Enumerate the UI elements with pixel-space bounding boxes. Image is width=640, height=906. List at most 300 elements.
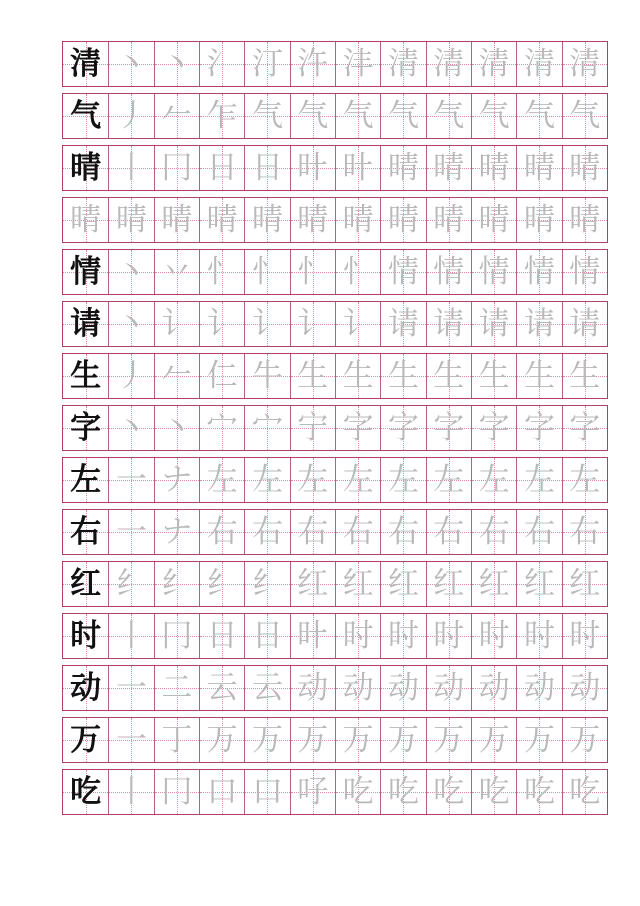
trace-character: 沣 [342, 45, 374, 82]
trace-cell [426, 146, 471, 190]
trace-cell [380, 510, 425, 554]
trace-cell [199, 562, 244, 606]
trace-character: 生 [569, 357, 601, 394]
trace-character: 纟 [251, 565, 283, 602]
trace-cell [335, 406, 380, 450]
trace-cell [290, 250, 335, 294]
trace-character: 冂 [161, 773, 193, 810]
trace-cell [335, 562, 380, 606]
trace-cell [562, 250, 607, 294]
trace-character: 晴 [433, 149, 465, 186]
model-character-cell [63, 510, 108, 554]
trace-character: 气 [297, 97, 329, 134]
trace-character: 晴 [206, 201, 238, 238]
trace-character: 清 [478, 45, 510, 82]
trace-cell [154, 562, 199, 606]
practice-row [62, 457, 608, 503]
trace-character: 时 [342, 617, 374, 654]
trace-cell [199, 94, 244, 138]
trace-cell [471, 614, 516, 658]
trace-character: 晴 [115, 201, 147, 238]
trace-cell [562, 302, 607, 346]
trace-character: 万 [342, 721, 374, 758]
trace-cell [244, 614, 289, 658]
trace-cell [380, 250, 425, 294]
trace-cell [199, 406, 244, 450]
trace-character: 红 [569, 565, 601, 602]
trace-cell [471, 718, 516, 762]
practice-worksheet [62, 41, 608, 821]
trace-cell [244, 146, 289, 190]
model-character-cell [63, 406, 108, 450]
trace-cell [426, 718, 471, 762]
trace-cell [380, 94, 425, 138]
trace-cell [516, 458, 561, 502]
trace-cell [244, 458, 289, 502]
trace-character: 讠 [251, 305, 283, 342]
model-character-cell [63, 770, 108, 814]
trace-character: 丿 [115, 97, 147, 134]
trace-character: 丿 [115, 357, 147, 394]
trace-cell [380, 406, 425, 450]
trace-character: 晴 [251, 201, 283, 238]
trace-character: 一 [115, 669, 147, 706]
trace-character: 吃 [478, 773, 510, 810]
trace-character: 清 [433, 45, 465, 82]
trace-cell [154, 666, 199, 710]
trace-cell [154, 614, 199, 658]
trace-cell [426, 198, 471, 242]
trace-cell [244, 94, 289, 138]
trace-character: 字 [478, 409, 510, 446]
model-character-cell [63, 458, 108, 502]
trace-character: 动 [569, 669, 601, 706]
trace-cell [108, 770, 153, 814]
trace-cell [244, 770, 289, 814]
trace-cell [562, 42, 607, 86]
trace-cell [199, 198, 244, 242]
trace-character: 吃 [387, 773, 419, 810]
trace-character: 忄 [297, 253, 329, 290]
trace-cell [108, 510, 153, 554]
trace-cell [380, 146, 425, 190]
trace-cell [108, 562, 153, 606]
trace-cell [244, 510, 289, 554]
trace-character: 晴 [478, 149, 510, 186]
trace-cell [380, 42, 425, 86]
trace-character: 日 [206, 617, 238, 654]
trace-character: 右 [433, 513, 465, 550]
trace-cell [108, 94, 153, 138]
trace-cell [426, 94, 471, 138]
trace-cell [199, 302, 244, 346]
trace-cell [335, 94, 380, 138]
trace-cell [426, 250, 471, 294]
trace-character: 右 [478, 513, 510, 550]
trace-cell [562, 770, 607, 814]
model-character-cell [63, 614, 108, 658]
model-character: 请 [70, 305, 102, 342]
trace-cell [154, 146, 199, 190]
trace-cell [199, 146, 244, 190]
trace-character: 时 [569, 617, 601, 654]
trace-cell [335, 718, 380, 762]
trace-character: 红 [523, 565, 555, 602]
practice-row [62, 509, 608, 555]
trace-cell [562, 510, 607, 554]
trace-cell [562, 718, 607, 762]
trace-cell [516, 354, 561, 398]
trace-cell [290, 666, 335, 710]
trace-character: 一 [115, 513, 147, 550]
trace-character: 动 [478, 669, 510, 706]
trace-character: 丷 [161, 253, 193, 290]
trace-cell [154, 198, 199, 242]
trace-character: 吃 [569, 773, 601, 810]
trace-character: 纟 [206, 565, 238, 602]
trace-cell [244, 354, 289, 398]
trace-cell [380, 614, 425, 658]
trace-character: 吃 [342, 773, 374, 810]
trace-character: 情 [387, 253, 419, 290]
trace-cell [154, 250, 199, 294]
practice-row [62, 353, 608, 399]
trace-cell [471, 458, 516, 502]
trace-character: 旪 [297, 617, 329, 654]
trace-cell [335, 770, 380, 814]
trace-character: 晴 [569, 201, 601, 238]
trace-cell [154, 406, 199, 450]
model-character-cell [63, 718, 108, 762]
trace-character: 动 [342, 669, 374, 706]
trace-character: 字 [387, 409, 419, 446]
trace-character: 右 [569, 513, 601, 550]
trace-cell [108, 302, 153, 346]
trace-character: 动 [523, 669, 555, 706]
trace-character: 日 [251, 149, 283, 186]
trace-cell [335, 250, 380, 294]
trace-cell [380, 198, 425, 242]
trace-cell [244, 198, 289, 242]
trace-character: 请 [433, 305, 465, 342]
trace-character: 万 [433, 721, 465, 758]
trace-character: 吃 [523, 773, 555, 810]
model-character: 生 [70, 357, 102, 394]
trace-cell [290, 94, 335, 138]
trace-cell [290, 718, 335, 762]
trace-cell [199, 614, 244, 658]
trace-character: 丶 [161, 409, 193, 446]
practice-row [62, 561, 608, 607]
trace-character: 气 [523, 97, 555, 134]
model-character-cell [63, 250, 108, 294]
practice-row [62, 41, 608, 87]
model-character-cell [63, 302, 108, 346]
trace-cell [108, 42, 153, 86]
trace-cell [516, 614, 561, 658]
trace-character: 讠 [342, 305, 374, 342]
trace-cell [199, 718, 244, 762]
trace-cell [290, 614, 335, 658]
practice-row [62, 249, 608, 295]
trace-character: 云 [206, 669, 238, 706]
trace-cell [471, 198, 516, 242]
trace-character: 吇 [297, 773, 329, 810]
model-character: 晴 [70, 149, 102, 186]
trace-character: 动 [297, 669, 329, 706]
trace-character: 𠂉 [161, 357, 193, 394]
trace-cell [154, 42, 199, 86]
trace-cell [380, 770, 425, 814]
trace-cell [244, 302, 289, 346]
trace-character: 生 [342, 357, 374, 394]
trace-character: 宀 [251, 409, 283, 446]
trace-cell [471, 770, 516, 814]
trace-cell [290, 458, 335, 502]
model-character: 吃 [70, 773, 102, 810]
trace-character: 仁 [206, 357, 238, 394]
trace-character: 云 [251, 669, 283, 706]
trace-cell [244, 562, 289, 606]
trace-cell [154, 510, 199, 554]
trace-cell [380, 458, 425, 502]
trace-character: 日 [206, 149, 238, 186]
trace-cell [244, 250, 289, 294]
trace-cell [335, 458, 380, 502]
trace-character: 右 [251, 513, 283, 550]
trace-character: 牛 [251, 357, 283, 394]
practice-row [62, 769, 608, 815]
trace-cell [562, 666, 607, 710]
trace-character: 左 [251, 461, 283, 498]
trace-cell [562, 94, 607, 138]
trace-cell [290, 198, 335, 242]
trace-character: 万 [297, 721, 329, 758]
trace-cell [199, 250, 244, 294]
trace-cell [335, 302, 380, 346]
trace-character: 左 [478, 461, 510, 498]
trace-character: 口 [251, 773, 283, 810]
trace-cell [108, 146, 153, 190]
model-character: 字 [70, 409, 102, 446]
trace-character: 讠 [206, 305, 238, 342]
trace-cell [516, 250, 561, 294]
trace-character: 生 [297, 357, 329, 394]
trace-cell [562, 198, 607, 242]
trace-character: 清 [387, 45, 419, 82]
trace-character: 丶 [115, 305, 147, 342]
trace-character: 左 [523, 461, 555, 498]
trace-character: 忄 [251, 253, 283, 290]
trace-cell [290, 354, 335, 398]
model-character: 万 [70, 721, 102, 758]
model-character: 动 [70, 669, 102, 706]
trace-cell [562, 458, 607, 502]
trace-character: 气 [387, 97, 419, 134]
trace-cell [516, 42, 561, 86]
trace-character: 字 [433, 409, 465, 446]
trace-character: 气 [251, 97, 283, 134]
trace-cell [471, 42, 516, 86]
trace-character: 口 [206, 773, 238, 810]
trace-cell [516, 666, 561, 710]
practice-row [62, 613, 608, 659]
trace-character: 清 [523, 45, 555, 82]
trace-cell [562, 562, 607, 606]
trace-cell [562, 146, 607, 190]
trace-character: 红 [297, 565, 329, 602]
trace-character: 丨 [115, 773, 147, 810]
trace-character: 晴 [342, 201, 374, 238]
trace-cell [562, 354, 607, 398]
trace-character: 万 [206, 721, 238, 758]
trace-character: 冂 [161, 149, 193, 186]
trace-cell [244, 666, 289, 710]
model-character-cell [63, 562, 108, 606]
trace-character: 气 [433, 97, 465, 134]
model-character-cell [63, 94, 108, 138]
trace-cell [516, 302, 561, 346]
trace-character: 左 [297, 461, 329, 498]
trace-cell [244, 406, 289, 450]
trace-character: 左 [387, 461, 419, 498]
trace-character: 万 [569, 721, 601, 758]
trace-character: 万 [478, 721, 510, 758]
trace-cell [471, 250, 516, 294]
trace-character: 情 [523, 253, 555, 290]
trace-character: 时 [523, 617, 555, 654]
trace-character: 讠 [297, 305, 329, 342]
trace-cell [426, 302, 471, 346]
trace-cell [471, 302, 516, 346]
trace-cell [380, 718, 425, 762]
trace-character: 一 [115, 461, 147, 498]
trace-cell [426, 42, 471, 86]
model-character: 情 [70, 253, 102, 290]
trace-cell [290, 562, 335, 606]
trace-character: 红 [387, 565, 419, 602]
trace-character: 字 [523, 409, 555, 446]
trace-character: ナ [161, 461, 193, 498]
trace-character: 情 [478, 253, 510, 290]
trace-cell [290, 770, 335, 814]
trace-character: 请 [569, 305, 601, 342]
trace-cell [516, 718, 561, 762]
trace-cell [199, 458, 244, 502]
trace-character: 丶 [161, 45, 193, 82]
model-character: 时 [70, 617, 102, 654]
trace-character: 汀 [251, 45, 283, 82]
trace-cell [471, 510, 516, 554]
trace-character: 晴 [569, 149, 601, 186]
trace-cell [108, 354, 153, 398]
trace-character: ナ [161, 513, 193, 550]
trace-cell [108, 614, 153, 658]
trace-cell [426, 562, 471, 606]
trace-cell [199, 354, 244, 398]
model-character: 清 [70, 45, 102, 82]
trace-character: 右 [342, 513, 374, 550]
trace-character: 宁 [297, 409, 329, 446]
trace-cell [154, 302, 199, 346]
model-character-cell [63, 354, 108, 398]
trace-cell [471, 354, 516, 398]
trace-cell [108, 666, 153, 710]
trace-cell [471, 562, 516, 606]
trace-character: 忄 [342, 253, 374, 290]
trace-character: 汻 [297, 45, 329, 82]
trace-cell [335, 198, 380, 242]
trace-character: 二 [161, 669, 193, 706]
trace-character: 晴 [387, 201, 419, 238]
model-character-cell [63, 146, 108, 190]
trace-cell [516, 562, 561, 606]
trace-cell [516, 770, 561, 814]
trace-character: 氵 [206, 45, 238, 82]
trace-character: 时 [478, 617, 510, 654]
trace-character: 丨 [115, 149, 147, 186]
practice-row [62, 405, 608, 451]
practice-row [62, 717, 608, 763]
model-character-cell [63, 42, 108, 86]
trace-cell [426, 510, 471, 554]
trace-cell [335, 354, 380, 398]
trace-cell [516, 406, 561, 450]
trace-cell [290, 42, 335, 86]
trace-cell [426, 406, 471, 450]
practice-row [62, 197, 608, 243]
trace-cell [108, 458, 153, 502]
trace-cell [380, 302, 425, 346]
model-character: 右 [70, 513, 102, 550]
trace-character: 生 [433, 357, 465, 394]
trace-character: 丨 [115, 617, 147, 654]
trace-character: 情 [569, 253, 601, 290]
trace-cell [290, 302, 335, 346]
trace-cell [290, 406, 335, 450]
trace-character: 请 [387, 305, 419, 342]
trace-cell [154, 718, 199, 762]
trace-character: 万 [523, 721, 555, 758]
trace-cell [426, 354, 471, 398]
trace-character: 时 [387, 617, 419, 654]
trace-cell [516, 198, 561, 242]
trace-character: 乍 [206, 97, 238, 134]
trace-character: 晴 [161, 201, 193, 238]
trace-character: 气 [342, 97, 374, 134]
practice-row [62, 665, 608, 711]
trace-character: 纟 [161, 565, 193, 602]
trace-character: 生 [387, 357, 419, 394]
trace-character: 红 [433, 565, 465, 602]
trace-cell [154, 770, 199, 814]
trace-character: 晴 [523, 201, 555, 238]
trace-cell [154, 354, 199, 398]
trace-character: 右 [387, 513, 419, 550]
trace-character: 丁 [161, 721, 193, 758]
trace-cell [471, 406, 516, 450]
practice-row [62, 145, 608, 191]
trace-character: 左 [342, 461, 374, 498]
trace-cell [380, 354, 425, 398]
trace-character: 右 [206, 513, 238, 550]
trace-cell [562, 406, 607, 450]
trace-character: 左 [206, 461, 238, 498]
trace-cell [426, 770, 471, 814]
trace-character: 请 [523, 305, 555, 342]
trace-cell [290, 146, 335, 190]
model-character-cell [63, 666, 108, 710]
